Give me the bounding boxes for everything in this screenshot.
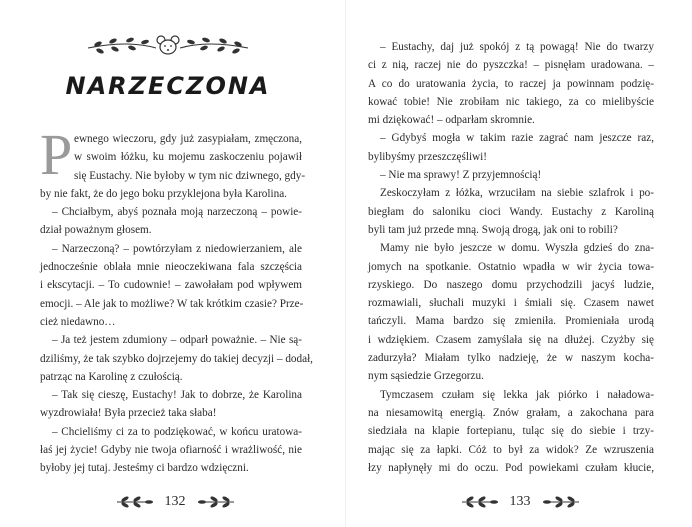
text-line: łaś jej życie! Gdyby nie twoja ofiarność i wrażliwość, nie [40,444,302,457]
text-line: kować tobie! Nie zrobiłam nic takiego, za co mielibyście [368,95,654,108]
text-line: wyzdrowiała! Była przecież taka słaba! [40,407,217,420]
text-line: ci z nią, raczej nie do pyszczka! – pisnęłam uradowana. – [368,59,654,72]
text-line: dziliśmy, że tak szybko dojrzejemy do takiej decyzji – dodał, [40,352,313,365]
text-line: się Eustachy. Nie byłoby w tym nic dziwnego, gdy- [74,169,306,182]
text-line: Mamy nie było jeszcze w domu. Wyszła gdzieś do zna- [380,242,654,255]
text-line: mi dziękować! – odparłam skromnie. [368,114,535,127]
text-line: – Nie ma sprawy! Z przyjemnością! [380,169,542,182]
right-page-footer [445,490,595,514]
text-line: – Eustachy, daj już spokój z tą powagą! Nie do twarzy [380,41,654,53]
text-line: jomych na spotkanie. Ostatnio wpadła w wir życia towa- [368,260,654,273]
text-line: byli tam już przede mną. Swoją drogą, jak oni to robili? [368,223,618,236]
leaf-sprig-icon [541,495,581,509]
leaf-sprig-icon [115,495,155,509]
page-number: 133 [509,494,531,509]
text-line: A co do uratowania życia, to raczej ja powinnam podzię- [368,77,654,90]
text-line: patrząc na Karolinę z czułością. [40,370,183,383]
text-line: tańczyli. Mama bardzo się zmieniła. Promieniała urodą [368,315,654,328]
drop-cap: P [40,122,73,187]
text-line: Zeskoczyłam z łóżka, wrzuciłam na siebie szlafrok i po- [380,187,654,200]
right-page-body [368,38,654,477]
leaf-sprig-icon [196,495,236,509]
text-line: nym sąsiedzie Grzegorzu. [368,370,484,383]
text-line: – Tak się cieszę, Eustachy! Jak to dobrze, że Karolina [52,389,302,402]
text-line: ewnego wieczoru, gdy już zasypiałam, zmęczona, [74,133,302,145]
text-line: rzyskiego. Do naszego domu przychodzili jacyś ludzie, [368,278,654,291]
text-line: na niesamowitą energią. Znów grałam, a zakochana para [368,406,654,419]
left-page-footer [100,490,250,514]
text-line: – Narzeczoną? – powtórzyłam z niedowierzaniem, ale [52,242,302,255]
text-line: by nie fakt, że do jego boku przyklejona była Karolina. [40,187,287,200]
text-line: łzy napłynęły mi do oczu. Pod powiekami czułam kłucie, [368,461,654,474]
text-line: i wdziękiem. Czasem zamyślała się na dłużej. Czyżby się [368,333,654,346]
page-number: 132 [164,494,186,509]
text-line: siedziała na klapie fortepianu, tuląc się do siebie i trzy- [368,425,654,438]
leaf-sprig-icon [460,495,500,509]
text-line: bylibyśmy przeszczęśliwi! [368,150,487,163]
text-line: – Gdybyś mogła w takim razie zagrać nam jeszcze raz, [380,132,654,145]
left-page-body [40,130,313,478]
text-line: cież niedawno… [40,315,116,328]
text-line: jednocześnie oblała mnie nieoczekiwana fala szczęścia [40,261,302,274]
right-page [346,0,692,527]
text-line: w swoim łóżku, ku mojemu zaskoczeniu pojawił [74,151,302,164]
text-line: zadurzyła? Miałam tylko nadzieję, że w naszym kocha- [368,352,654,365]
text-line: mając się za łapki. Cóż to był za widok? Ze wzruszenia [368,443,654,456]
text-line: i ekscytacji. – To cudownie! – zawołałam pod wpływem [40,279,302,292]
text-line: Tymczasem czułam się lekka jak piórko i naładowa- [380,388,654,401]
text-line: – Ja też jestem zdumiony – odparł poważnie. – Nie są- [52,334,302,347]
text-line: rozmawiali, słuchali muzyki i śmiali się. Czasem nawet [368,297,654,310]
text-line: emocji. – Ale jak to możliwe? W tak krótkim czasie? Prze- [40,297,304,310]
laurel-mouse-ornament-icon [78,30,258,66]
text-line: – Chciałbym, abyś poznała moją narzeczoną – powie- [52,206,302,219]
chapter-title: NARZECZONA [65,72,271,100]
text-line: byłoby jej tutaj. Jesteśmy ci bardzo wdzięczni. [40,462,249,475]
text-line: biegłam do saloniku cioci Wandy. Eustachy z Karoliną [368,205,654,218]
text-line: dział poważnym głosem. [40,224,152,237]
text-line: – Chcieliśmy ci za to podziękować, w końcu uratowa- [52,425,302,438]
